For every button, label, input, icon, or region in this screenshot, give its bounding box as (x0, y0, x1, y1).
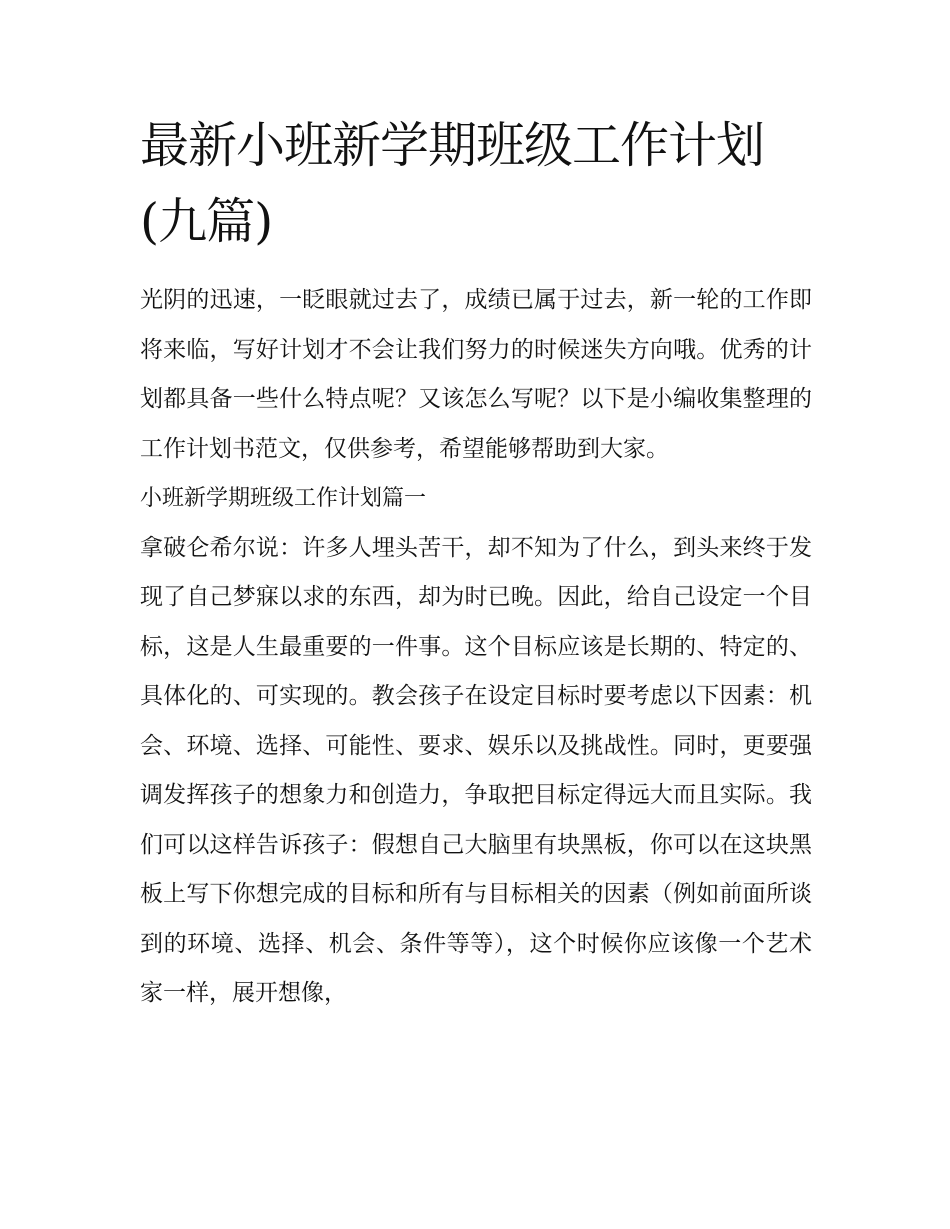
document-title: 最新小班新学期班级工作计划(九篇) (140, 117, 765, 250)
body-paragraph: 拿破仑希尔说：许多人埋头苦干，却不知为了什么，到头来终于发现了自己梦寐以求的东西，却为时已晚。因此，给自己设定一个目标，这是人生最重要的一件事。这个目标应该是长期的、特定的、具体化的、可实现的。教会孩子在设定目标时要考虑以下因素：机会、环境、选择、可能性、要求、娱乐以及挑战性。同时，更要强调发挥孩子的想象力和创造力，争取把目标定得远大而且实际。我们可以这样告诉孩子：假想自己大脑里有块黑板，你可以在这块黑板上写下你想完成的目标和所有与目标相关的因素（例如前面所谈到的环境、选择、机会、条件等等），这个时候你应该像一个艺术家一样，展开想像， (140, 534, 812, 1006)
document-page (140, 108, 812, 1019)
section-heading: 小班新学期班级工作计划篇一 (140, 486, 427, 511)
intro-paragraph: 光阴的迅速，一眨眼就过去了，成绩已属于过去，新一轮的工作即将来临，写好计划才不会让我们努力的时候迷失方向哦。优秀的计划都具备一些什么特点呢？又该怎么写呢？以下是小编收集整理的工作计划书范文，仅供参考，希望能够帮助到大家。 (140, 287, 812, 462)
